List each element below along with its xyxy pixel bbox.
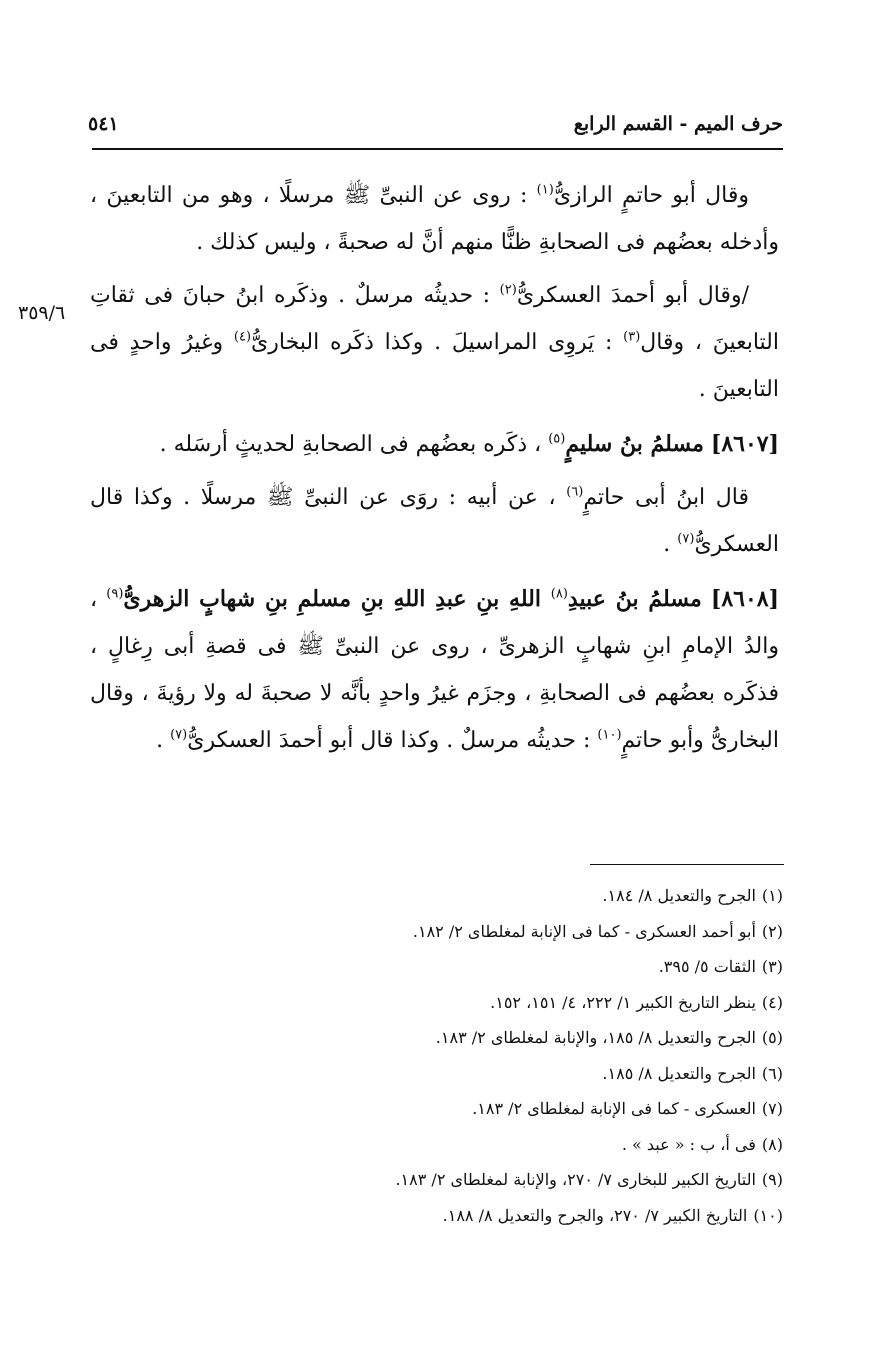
main-text (90, 172, 779, 764)
footnote-ref: (١٠) (597, 727, 622, 743)
running-header (88, 106, 783, 142)
text-run: . (156, 728, 171, 753)
footnote-ref: (١) (536, 182, 554, 198)
text-run: وقال أبو حاتمٍ الرازىُّ (553, 183, 749, 208)
footnote-item (200, 1127, 783, 1163)
footnote-ref: (٦) (566, 484, 584, 500)
footnote-text: الجرح والتعديل ٨/ ١٨٥. (602, 1063, 756, 1083)
footnote-ref: (٧) (170, 727, 188, 743)
paragraph-2 (90, 272, 779, 413)
footnote-item (200, 1020, 783, 1056)
footnote-ref: (٥) (548, 431, 566, 447)
footnote-text: ينظر التاريخ الكبير ١/ ٢٢٢، ٤/ ١٥١، ١٥٢. (490, 992, 756, 1012)
text-run: : حديثُه مرسلٌ . وكذا قال أبو أحمدَ العسكرىُّ (187, 728, 598, 753)
footnote-text: العسكرى - كما فى الإنابة لمغلطاى ٢/ ١٨٣. (472, 1099, 756, 1118)
text-run: /وقال أبو أحمدَ العسكرىُّ (516, 283, 749, 308)
footnote-label: (١٠) (753, 1205, 783, 1225)
paragraph-1 (90, 172, 779, 266)
header-title: حرف الميم - القسم الرابع (573, 113, 783, 135)
margin-reference: ٣٥٩/٦ (18, 302, 66, 324)
text-run: ، ذكَره بعضُهم فى الصحابةِ لحديثٍ أرسَله . (159, 432, 549, 457)
text-run: : روى عن النبىِّ ﷺ مرسلًا ، وهو من التابعينَ ، وأدخله بعضُهم فى الصحابةِ ظنًّا منهم أنَّ له صحبةً ، وليس كذلك . (90, 183, 779, 255)
entry-8607 (90, 421, 779, 468)
footnote-rule (590, 864, 784, 865)
footnote-label: (٢) (761, 921, 783, 941)
footnote-text: الجرح والتعديل ٨/ ١٨٤. (602, 886, 756, 905)
footnote-text: أبو أحمد العسكرى - كما فى الإنابة لمغلطاى ٢/ ١٨٢. (412, 921, 756, 941)
entry-8608 (90, 576, 779, 764)
footnote-text: الجرح والتعديل ٨/ ١٨٥، والإنابة لمغلطاى ٢/ ١٨٣. (435, 1028, 756, 1047)
entry-name: مسلمُ بنُ عبيدِ (567, 586, 702, 612)
footnote-item (200, 1091, 783, 1127)
footnote-label: (٤) (761, 992, 783, 1012)
entry-name: مسلمُ بنُ سليمٍ (565, 431, 704, 457)
footnote-text: التاريخ الكبير للبخارى ٧/ ٢٧٠، والإنابة لمغلطاى ٢/ ١٨٣. (395, 1170, 756, 1189)
entry-name-cont: اللهِ بنِ عبدِ اللهِ بنِ مسلمِ بنِ شهابٍ الزهرىُّ (123, 586, 551, 612)
footnote-item (200, 1056, 783, 1092)
footnote-label: (٦) (761, 1063, 783, 1083)
text-run: . (663, 532, 678, 557)
footnote-text: فى أ، ب : « عبد » . (621, 1134, 756, 1154)
footnote-text: التاريخ الكبير ٧/ ٢٧٠، والجرح والتعديل ٨/ ١٨٨. (442, 1205, 748, 1225)
footnote-label: (٣) (761, 957, 783, 976)
footnote-item (200, 1198, 783, 1234)
paragraph-3 (90, 474, 779, 568)
text-run: قال ابنُ أبى حاتمٍ (583, 485, 749, 510)
footnote-text: الثقات ٥/ ٣٩٥. (658, 957, 756, 976)
footnote-label: (١) (761, 886, 783, 905)
entry-number: [٨٦٠٨] (710, 586, 780, 612)
footnotes (200, 878, 783, 1233)
footnote-ref: (٢) (499, 282, 517, 298)
footnote-label: (٧) (761, 1099, 783, 1118)
text-run: ، والدُ الإمامِ ابنِ شهابٍ الزهرىِّ ، روى عن النبىِّ ﷺ فى قصةِ أبى رِغالٍ ، فذكَره بعضُهم فى الصحابةِ ، وجزَم غيرُ واحدٍ بأنَّه لا صحبةَ له ولا رؤيةَ ، وقال البخارىُّ وأبو حاتمٍ (90, 587, 779, 753)
footnote-label: (٩) (761, 1170, 783, 1189)
footnote-item (200, 914, 783, 950)
footnote-item (200, 985, 783, 1021)
text-run: وغيرُ واحدٍ فى التابعينَ . (90, 330, 779, 402)
header-rule (92, 148, 783, 150)
page-number: ٥٤١ (88, 113, 119, 135)
footnote-item (200, 1162, 783, 1198)
footnote-ref: (٩) (106, 586, 124, 602)
footnote-ref: (٤) (233, 329, 252, 345)
footnote-ref: (٧) (677, 531, 695, 547)
footnote-label: (٥) (761, 1028, 783, 1047)
text-run: ، عن أبيه : روَى عن النبىِّ ﷺ مرسلًا . وكذا قال العسكرىُّ (90, 485, 779, 557)
text-run: : حديثُه مرسلٌ . وذكَره ابنُ حبانَ فى ثقاتِ التابعينَ ، وقال (90, 283, 779, 355)
footnote-ref: (٨) (550, 586, 568, 602)
text-run: : يَروِى المراسيلَ . وكذا ذكَره البخارىُّ (251, 330, 624, 355)
entry-number: [٨٦٠٧] (710, 431, 779, 457)
footnote-item (200, 878, 783, 914)
footnote-ref: (٣) (623, 329, 641, 345)
footnote-label: (٨) (761, 1134, 783, 1154)
footnote-item (200, 949, 783, 985)
